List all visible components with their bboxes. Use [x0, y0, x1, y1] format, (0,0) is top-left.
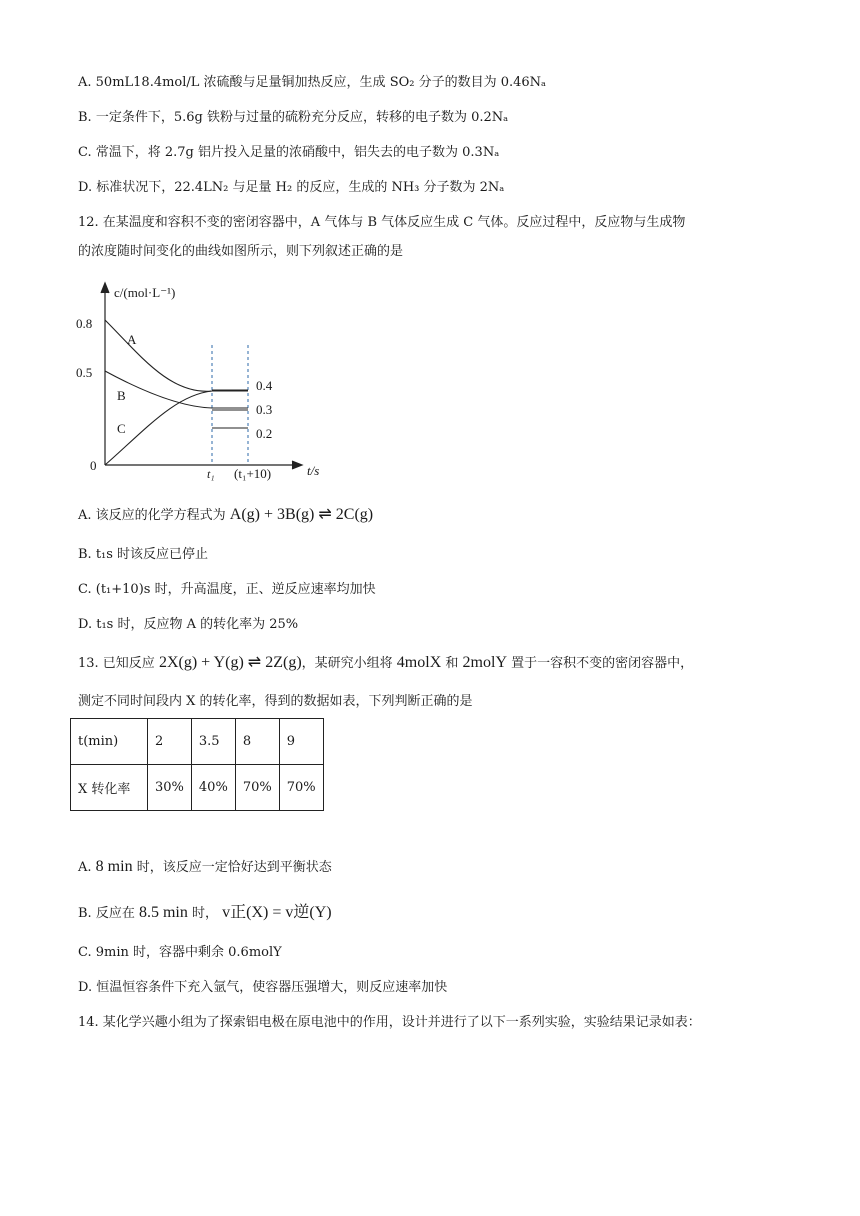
table-cell: 2 [148, 719, 192, 765]
option-13b-time: 8.5 min [138, 904, 188, 921]
option-13d: D. 恒温恒容条件下充入氩气，使容器压强增大，则反应速率加快 [78, 980, 448, 995]
option-13b [78, 904, 332, 923]
table-cell: X 转化率 [71, 765, 148, 811]
x-tick-t1-plus-10: (t₁+10) [234, 466, 272, 481]
q13-prefix: 13. 已知反应 [78, 656, 155, 671]
end-label-0.3: 0.3 [256, 402, 273, 417]
option-12a-equation: A(g) + 3B(g) ⇌ 2C(g) [229, 506, 374, 523]
table-cell: 70% [235, 765, 279, 811]
option-13b-equation: v正(X) = v逆(Y) [222, 904, 332, 921]
y-axis-arrow [101, 283, 109, 293]
end-label-0.4: 0.4 [256, 378, 273, 393]
series-label-B: B [117, 388, 126, 403]
y-axis-label: c/(mol·L⁻¹) [114, 285, 176, 300]
origin-label: 0 [90, 458, 97, 473]
option-11c: C. 常温下，将 2.7g 铝片投入足量的浓硝酸中，铝失去的电子数为 0.3Nₐ [78, 145, 500, 160]
option-13a-prefix: A. [78, 860, 92, 875]
concentration-time-chart [70, 280, 350, 490]
table-row [71, 719, 324, 765]
conversion-table [70, 718, 324, 811]
y-tick-0.8: 0.8 [76, 316, 93, 331]
q13-mid: ，某研究小组将 [301, 656, 393, 671]
question-12-stem-1: 12. 在某温度和容积不变的密闭容器中，A 气体与 B 气体反应生成 C 气体。反应过程中，反应物与生成物 [78, 215, 686, 230]
q13-y-amount: 2molY [462, 654, 507, 671]
table-cell: t(min) [71, 719, 148, 765]
table-cell: 70% [279, 765, 323, 811]
q13-equation: 2X(g) + Y(g) ⇌ 2Z(g) [158, 654, 302, 671]
q13-x-amount: 4molX [396, 654, 442, 671]
end-label-0.2: 0.2 [256, 426, 273, 441]
option-13c: C. 9min 时，容器中剩余 0.6molY [78, 945, 282, 960]
option-11d: D. 标准状况下，22.4LN₂ 与足量 H₂ 的反应，生成的 NH₃ 分子数为 2Nₐ [78, 180, 505, 195]
option-12a [78, 506, 373, 525]
series-label-A: A [127, 332, 137, 347]
series-label-C: C [117, 421, 126, 436]
curve-A [105, 320, 248, 391]
option-12c: C. (t₁+10)s 时，升高温度，正、逆反应速率均加快 [78, 582, 376, 597]
option-12d: D. t₁s 时，反应物 A 的转化率为 25% [78, 617, 299, 632]
table-cell: 9 [279, 719, 323, 765]
option-13b-mid: 时， [192, 906, 219, 921]
question-13-stem-2: 测定不同时间段内 X 的转化率，得到的数据如表，下列判断正确的是 [78, 694, 473, 709]
table-cell: 40% [191, 765, 235, 811]
option-12b: B. t₁s 时该反应已停止 [78, 547, 209, 562]
q13-and: 和 [445, 656, 459, 671]
y-tick-0.5: 0.5 [76, 365, 93, 380]
table-row [71, 765, 324, 811]
table-cell: 8 [235, 719, 279, 765]
question-14-stem: 14. 某化学兴趣小组为了探索铝电极在原电池中的作用，设计并进行了以下一系列实验，实验结果记录如表： [78, 1015, 701, 1030]
table-cell: 30% [148, 765, 192, 811]
table-cell: 3.5 [191, 719, 235, 765]
x-tick-t1: t₁ [207, 467, 215, 481]
option-13a-text: 时，该反应一定恰好达到平衡状态 [136, 860, 332, 875]
question-13-stem-1 [78, 654, 693, 673]
option-13a-time: 8 min [95, 858, 133, 875]
option-11a: A. 50mL18.4mol/L 浓硫酸与足量铜加热反应，生成 SO₂ 分子的数目为 0.46Nₐ [78, 75, 547, 90]
x-axis-arrow [292, 461, 302, 469]
question-12-stem-2: 的浓度随时间变化的曲线如图所示，则下列叙述正确的是 [78, 244, 404, 259]
option-13a [78, 858, 332, 877]
q13-post: 置于一容积不变的密闭容器中， [511, 656, 694, 671]
option-12a-text: A. 该反应的化学方程式为 [78, 508, 226, 523]
option-11b: B. 一定条件下，5.6g 铁粉与过量的硫粉充分反应，转移的电子数为 0.2Nₐ [78, 110, 509, 125]
x-axis-label: t/s [307, 463, 320, 478]
option-13b-prefix: B. 反应在 [78, 906, 135, 921]
